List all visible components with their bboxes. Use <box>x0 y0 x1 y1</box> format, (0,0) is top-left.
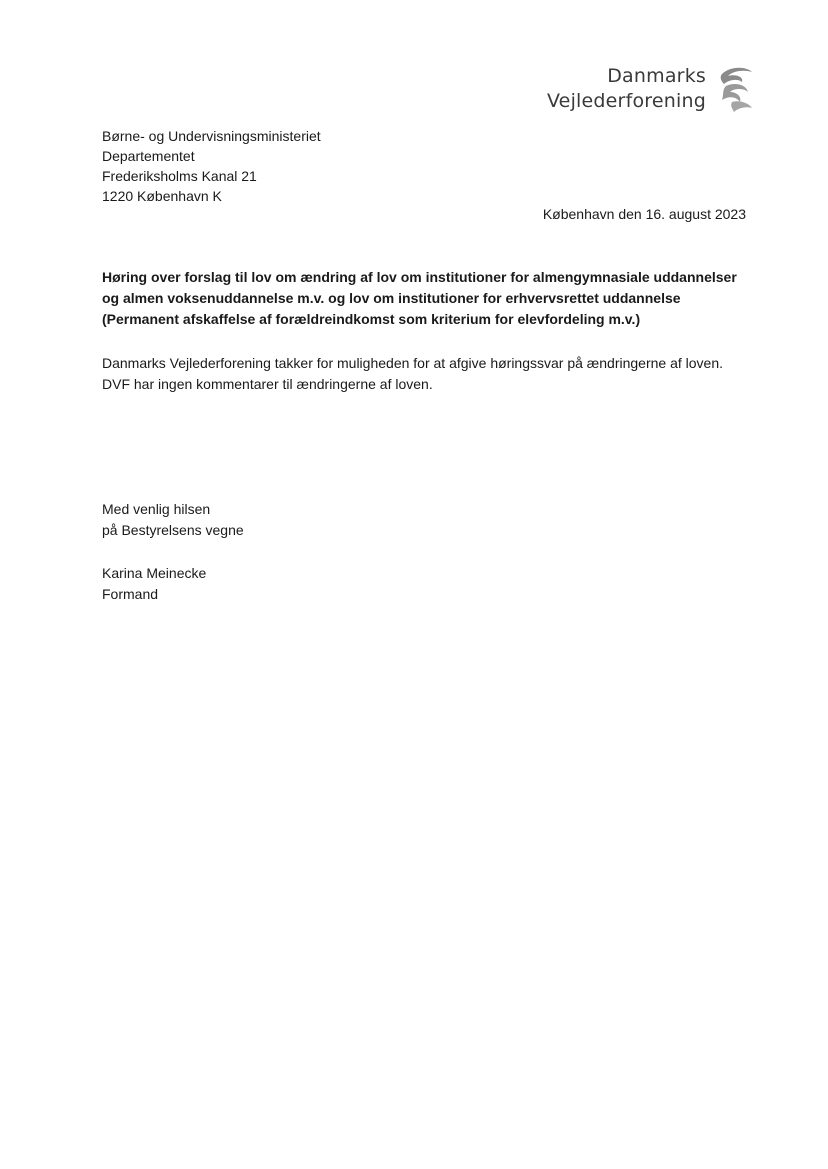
recipient-line-2: Departementet <box>102 148 195 164</box>
body-paragraph-2: DVF har ingen kommentarer til ændringerne af loven. <box>102 376 433 392</box>
subject-line-3: (Permanent afskaffelse af forældreindkomst som kriterium for elevfordeling m.v.) <box>102 311 641 327</box>
recipient-line-4: 1220 København K <box>102 188 222 204</box>
subject-line-1: Høring over forslag til lov om ændring af lov om institutioner for almengymnasiale uddannelser <box>102 269 737 285</box>
closing-on-behalf: på Bestyrelsens vegne <box>102 522 244 538</box>
subject-line-2: og almen voksenuddannelse m.v. og lov om institutioner for erhvervsrettet uddannelse <box>102 290 681 306</box>
closing-greeting: Med venlig hilsen <box>102 501 211 517</box>
logo-line-1: Danmarks <box>607 65 706 87</box>
body-paragraph-1: Danmarks Vejlederforening takker for muligheden for at afgive høringssvar på ændringerne af loven. <box>102 355 723 371</box>
signer-name: Karina Meinecke <box>102 565 207 581</box>
signer-block <box>102 563 206 605</box>
logo-text <box>547 64 706 114</box>
letter-body <box>102 353 742 395</box>
closing-block <box>102 499 244 541</box>
signer-title: Formand <box>102 586 159 602</box>
logo-line-2: Vejlederforening <box>546 90 706 112</box>
organization-logo <box>547 62 758 116</box>
dvf-swirl-logo-icon <box>712 62 758 116</box>
recipient-line-3: Frederiksholms Kanal 21 <box>102 168 257 184</box>
subject-heading <box>102 267 762 330</box>
letter-date: København den 16. august 2023 <box>542 206 746 222</box>
recipient-address <box>102 126 321 206</box>
recipient-line-1: Børne- og Undervisningsministeriet <box>102 128 321 144</box>
